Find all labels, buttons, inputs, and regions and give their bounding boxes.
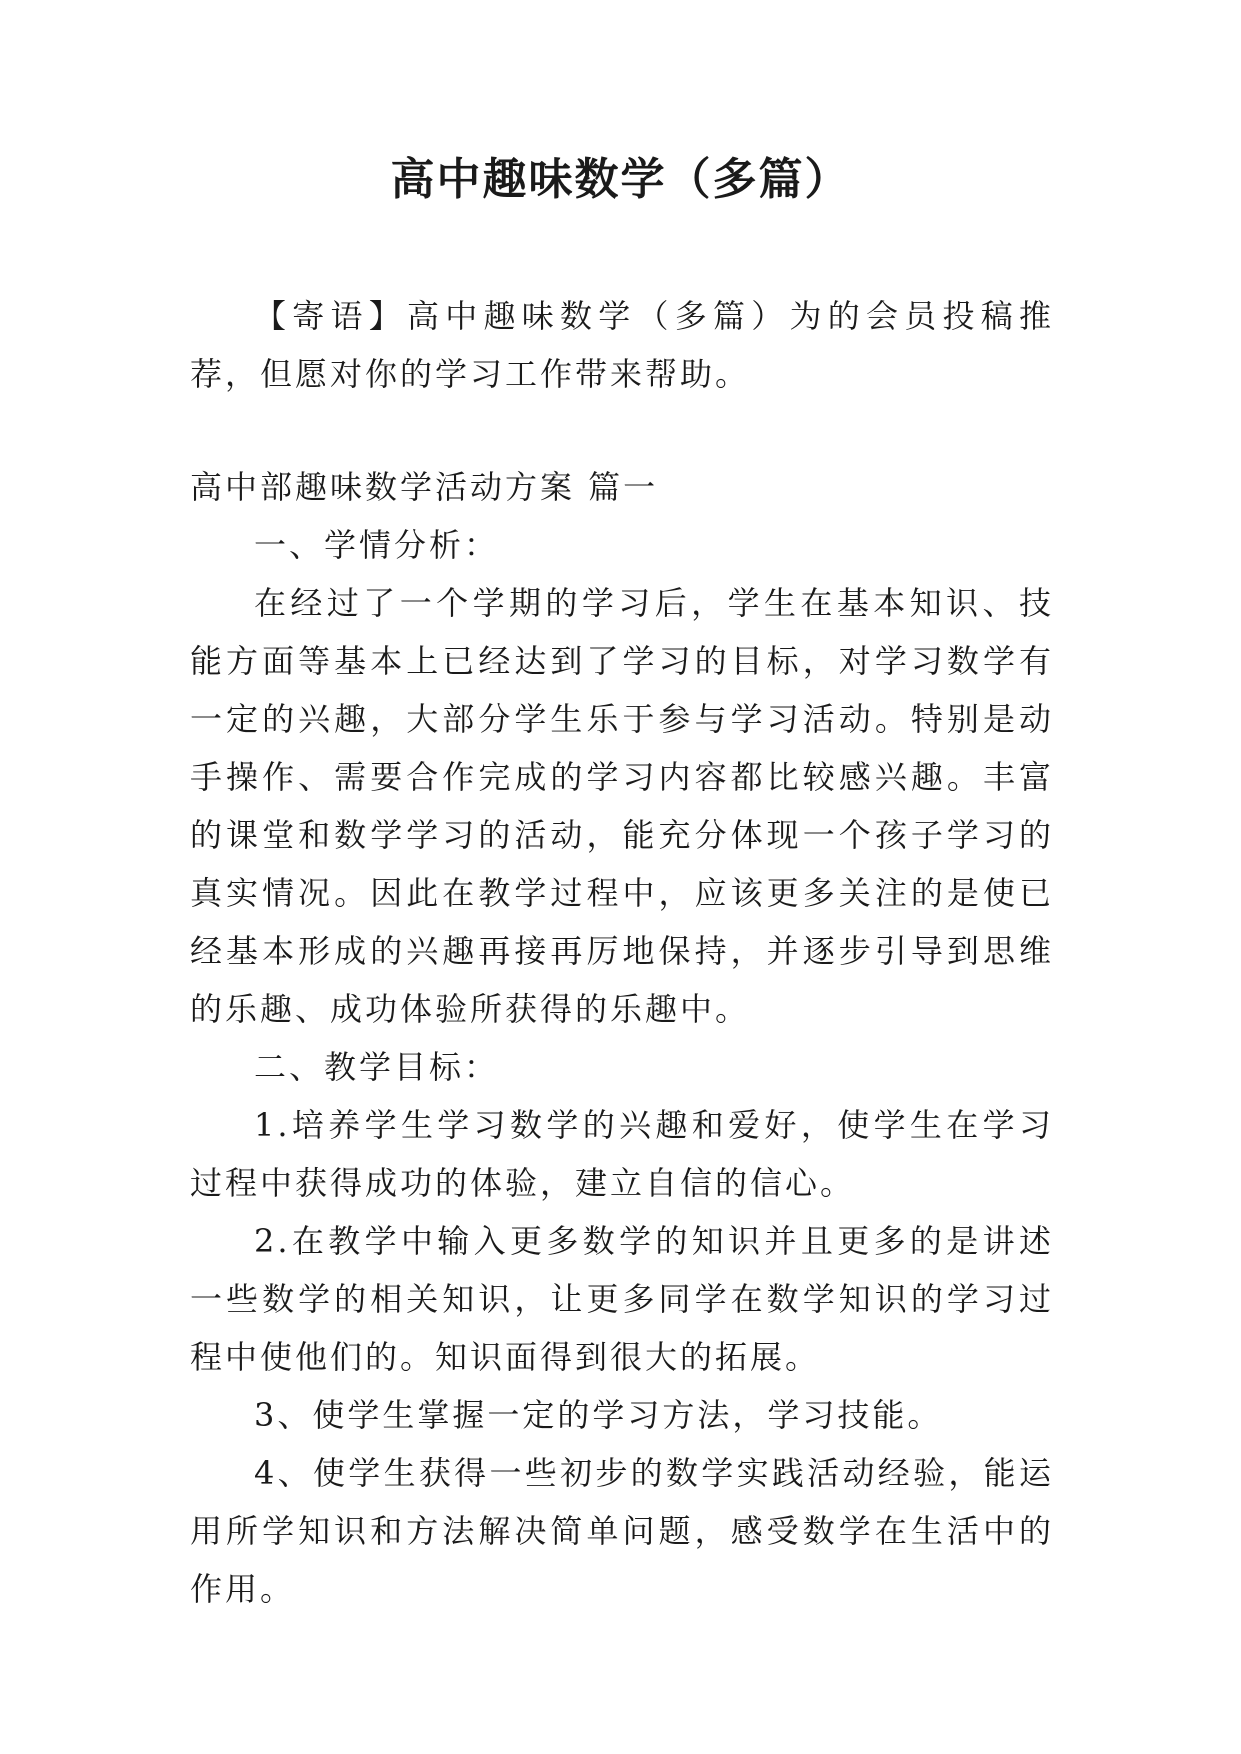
goal-item-1: 1.培养学生学习数学的兴趣和爱好，使学生在学习过程中获得成功的体验，建立自信的信心。 — [190, 1106, 1054, 1202]
intro-paragraph: 【寄语】高中趣味数学（多篇）为的会员投稿推荐，但愿对你的学习工作带来帮助。 — [190, 297, 1054, 393]
goal-item-3: 3、使学生掌握一定的学习方法，学习技能。 — [254, 1396, 943, 1434]
document-title: 高中趣味数学（多篇） — [390, 154, 851, 205]
section-heading: 高中部趣味数学活动方案 篇一 — [190, 468, 659, 506]
subheading-goals: 二、教学目标： — [254, 1048, 500, 1086]
section-block — [190, 458, 1054, 1618]
goal-item-2: 2.在教学中输入更多数学的知识并且更多的是讲述一些数学的相关知识，让更多同学在数学知识的学习过程中使他们的。知识面得到很大的拓展。 — [190, 1222, 1054, 1376]
subheading-analysis: 一、学情分析： — [254, 526, 500, 564]
analysis-paragraph: 在经过了一个学期的学习后，学生在基本知识、技能方面等基本上已经达到了学习的目标，对学习数学有一定的兴趣，大部分学生乐于参与学习活动。特别是动手操作、需要合作完成的学习内容都比较感兴趣。丰富的课堂和数学学习的活动，能充分体现一个孩子学习的真实情况。因此在教学过程中，应该更多关注的是使已经基本形成的兴趣再接再厉地保持，并逐步引导到思维的乐趣、成功体验所获得的乐趣中。 — [190, 584, 1054, 1028]
goal-item-4: 4、使学生获得一些初步的数学实践活动经验，能运用所学知识和方法解决简单问题，感受数学在生活中的作用。 — [190, 1454, 1054, 1608]
intro-block — [190, 287, 1054, 403]
